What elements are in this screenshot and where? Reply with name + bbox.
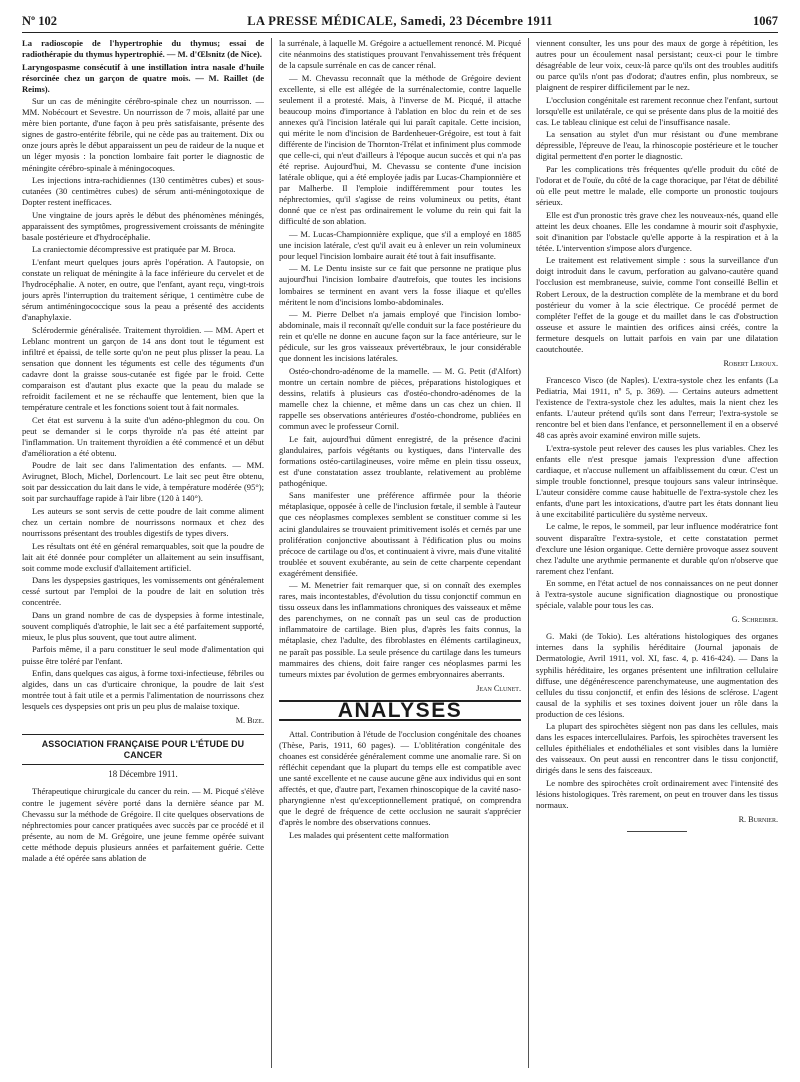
paragraph: La plupart des spirochètes siègent non pas dans les cellules, mais dans les espaces intercellulaires. Parfois, les spirochètes traversent les cellules épithéliales et endothéliales et sont visibles dans la lumière des vaisseaux. On peut aussi en rencontrer dans le tissu conjonctif, dirigés dans le sens des faisceaux. xyxy=(536,721,778,776)
paragraph: Le fait, aujourd'hui dûment enregistré, de la présence d'acini glandulaires, parfois végétants ou kystiques, dans l'intervalle des formations ostéo-cartilagineuses, voire même en plein tissu osseux, est d'une constatation assez troublante, relativement au problème pathogénique. xyxy=(279,433,521,488)
paragraph: Francesco Visco (de Naples). L'extra-systole chez les enfants (La Pediatria, Mai 1911, nº 5, p. 369). — Certains auteurs admettent l'existence de l'extra-systole chez les adultes, mais la nient chez les enfants. L'auteur prétend qu'ils sont dans l'erreur; l'extra-systole se rencontre bel et bien dans l'enfance, et personnellement il en a observé 48 cas après avoir examiné environ mille sujets. xyxy=(536,374,778,441)
paragraph: Par les complications très fréquentes qu'elle produit du côté de l'odorat et de l'ouïe, du côté de la cage thoracique, par l'état de débilité où elle peut mettre le malade, elle comporte un pronostic toujours sérieux. xyxy=(536,164,778,208)
paragraph: En somme, en l'état actuel de nos connaissances on ne peut donner à l'extra-systole aucune signification diagnostique ou pronostique spéciale, valable pour tous les cas. xyxy=(536,578,778,611)
paragraph: Les résultats ont été en général remarquables, soit que la poudre de lait ait été donnée pour compléter un allaitement au sein insuffisant, soit comme mode exclusif d'allaitement artificiel. xyxy=(22,540,264,573)
paragraph: Enfin, dans quelques cas aigus, à forme toxi-infectieuse, fébriles ou algides, dans un cas d'urticaire chronique, la poudre de lait s'est montrée tout à fait utile et a permis l'alimentation de nourrissons chez lesquels ces dyspepsies ont pris un peu plus de malaise toxique. xyxy=(22,668,264,712)
paragraph: Thérapeutique chirurgicale du cancer du rein. — M. Picqué s'élève contre le jugement sévère porté dans la dernière séance par M. Chevassu sur la méthode de Grégoire. Il cite quelques observations de néphrectomies pour cancer pratiquées avec succès par ce procédé et il présente, au nom de M. Grégoire, une jeune femme opérée suivant cette méthode depuis plusieurs années et parfaitement guérie. Cette malade a été opérée sans ablation de xyxy=(22,786,264,863)
signature: R. Burnier. xyxy=(738,815,778,825)
paragraph: — M. Pierre Delbet n'a jamais employé que l'incision lombo-abdominale, mais il reconnaît qu'elle conduit sur la face postérieure du rein et qu'elle ne donne en aucune façon sur la face antérieure, sur le pédicule, sur les gros vaisseaux prévertébraux, le jour considérable que donnent les incisions latérales. xyxy=(279,309,521,364)
paragraph: G. Maki (de Tokio). Les altérations histologiques des organes internes dans la syphilis héréditaire (Journal japonais de Dermatologie, Avril 1911, vol. XI, fasc. 4, p. 416-424). — Dans la syphilis héréditaire, les organes présentent une infiltration cellulaire diffuse, une dégénérescence parenchymateuse, une augmentation des cellules du tissu conjonctif, et enfin des lésions de sclérose. L'agent causal de la syphilis et ses toxines doivent jouer un rôle dans la production de ces lésions. xyxy=(536,631,778,719)
paragraph: la surrénale, à laquelle M. Grégoire a actuellement renoncé. M. Picqué cite néanmoins des statistiques prouvant l'envahissement très fréquent de la capsule surrénale en cas de cancer rénal. xyxy=(279,38,521,71)
analyses-heading: ANALYSES xyxy=(279,700,521,721)
session-date: 18 Décembre 1911. xyxy=(108,769,178,780)
paragraph: Les malades qui présentent cette malformation xyxy=(289,829,449,840)
column-rule xyxy=(271,38,272,1068)
paragraph: Les auteurs se sont servis de cette poudre de lait comme aliment chez un certain nombre de nourrissons normaux et chez des nourrissons présentant des troubles digestifs de types divers. xyxy=(22,505,264,539)
paragraph: Dans un grand nombre de cas de dyspepsies à forme intestinale, souvent compliqués d'atrophie, le lait sec a été parfaitement supporté, mieux, le plus plus souvent, que tout autre aliment. xyxy=(22,609,264,642)
paragraph: — M. Chevassu reconnaît que la méthode de Grégoire devient excellente, si elle est allégée de la surrénalectomie, contre laquelle seulement il a protesté. Mais, à l'inverse de M. Picqué, il attache beaucoup moins d'importance à l'ablation en bloc du rein et de ses annexes qu'à l'incision latérale qui lui paraît capitale. Cette incision, qui mérite le nom d'incision de Bardenheuer-Grégoire, est tout à fait différente de l'incision de Thornton-Trélat et infiniment plus commode que celle-ci, qui n'eut d'ailleurs à l'époque aucun succès et qui n'a pas été reprise. Aujourd'hui, M. Chevassu se contente d'une incision latérale oblique, qui a été employée jadis par Lucas-Championnière et par Malherbe. Il l'emploie indifféremment pour toutes les néphrectomies, qu'il s'agisse de reins volumineux ou petits, étant donné que ce n'est pas ordinairement le volume du rein qui fait la difficulté de son ablation. xyxy=(279,72,521,227)
issue-number: Nº 102 xyxy=(22,14,58,28)
signature: M. Bize. xyxy=(235,716,264,726)
paragraph: Cet état est survenu à la suite d'un adéno-phlegmon du cou. On peut se demander si le corps thyroïde n'a pas été atteint par l'inflammation. Un traitement thyroïdien a été commencé et un début d'amélioration a été obtenu. xyxy=(22,414,264,458)
paragraph: Ostéo-chondro-adénome de la mamelle. — M. G. Petit (d'Alfort) montre un certain nombre de pièces, préparations histologiques et dessins, relatifs à plusieurs cas d'ostéo-chondro-adénomes de la mamelle chez la chienne, et même dans un cas chez un chien. Il rappelle ses observations antérieures d'ostéo-chondrome, publiées en commun avec le professeur Cornil. xyxy=(279,365,521,432)
paragraph: — M. Le Dentu insiste sur ce fait que personne ne pratique plus aujourd'hui l'incision lombaire d'autrefois, que toutes les incisions lombaires se terminent en avant vers la fosse iliaque et qu'elles méritent le nom d'incisions lombo-abdominales. xyxy=(279,263,521,307)
paragraph: Sans manifester une préférence affirmée pour la théorie métaplasique, opposée à celle de l'inclusion fœtale, il semble à l'auteur que ces néoplasmes complexes semblent se constituer comme si les acini glandulaires se trouvaient primitivement isolés et cernés par une prolifération conjonctive aboutissant à l'édification plus ou moins précoce de cartilage ou d'os, et continuaient à vivre, mais d'une vitalité troublée et souvent exubérante, au sein de cette charpente cependant exagérément densifiée. xyxy=(279,490,521,578)
paragraph: — M. Lucas-Championnière explique, que s'il a employé en 1885 une incision latérale, c'est qu'il avait eu à enlever un rein volumineux pour lequel l'incision lombaire aurait été tout à fait insuffisante. xyxy=(279,228,521,261)
paragraph: Parfois même, il a paru constituer le seul mode d'alimentation qui puisse être toléré par l'enfant. xyxy=(22,644,264,666)
paragraph: Le calme, le repos, le sommeil, par leur influence modératrice font souvent disparaître l'extra-systole, et cette constatation permet d'exclure une lésion organique. Cette dernière provoque assez souvent chez l'adulte une arythmie permanente et durable qu'on n'observe que rarement chez l'enfant. xyxy=(536,521,778,576)
paragraph: — M. Menetrier fait remarquer que, si on connaît des exemples rares, mais incontestables, d'évolution du tissu conjonctif commun en tissu osseux dans les inflammations chroniques des vaisseaux et même des parenchymes, on ne connaît pas un seul cas de production inflammatoire de cartilage. Bien plus, d'après les faits connus, la métaplasie, chez l'adulte, des fibroblastes en éléments cartilagineux, ne paraît pas possible. La seule présence du cartilage dans les tumeurs mammaires des chiens, doit faire ranger ces néoplasmes parmi les tumeurs mixtes par évolution de germes embryonnaires aberrants. xyxy=(279,580,521,679)
paragraph: Le traitement est relativement simple : sous la surveillance d'un doigt introduit dans le cavum, perforation au galvano-cautère quand l'occlusion est membraneuse, suivie, comme l'ont conseillé Bellin et Robert Leroux, de la destruction complète de la membrane et du bord postérieur du vomer à la scie électrique. Ce procédé permet de compléter l'effet de la gouge et du maillet dans le cas d'obstruction osseuse et assure le maintien des orifices ainsi créés, contre la fermeture desquels on luttait parfois en vain par une dilatation caoutchoutée. xyxy=(536,255,778,354)
paragraph: Dans les dyspepsies gastriques, les vomissements ont généralement cessé surtout par l'emploi de la poudre de lait en solution très concentrée. xyxy=(22,575,264,608)
paragraph: Une vingtaine de jours après le début des phénomènes méningés, apparaissent des symptômes, progressivement croissants de méningite basale postérieure et d'hydrocéphalie. xyxy=(22,209,264,242)
page-number: 1067 xyxy=(753,14,778,28)
journal-title: LA PRESSE MÉDICALE, Samedi, 23 Décembre 1911 xyxy=(247,14,553,28)
paragraph: L'occlusion congénitale est rarement reconnue chez l'enfant, surtout lorsqu'elle est unilatérale, ce qui se présente dans plus de la moitié des cas. Le tableau clinique est celui de l'insuffisance nasale. xyxy=(536,94,778,127)
column-2 xyxy=(279,38,521,1074)
paragraph: Poudre de lait sec dans l'alimentation des enfants. — MM. Avirugnet, Bloch, Michel, Dorlencourt. Le lait sec peut être obtenu, soit par dessiccation du lait dans le vide, à température modérée (95°); soit par surchauffage rapide à l'air libre (120 à 140°). xyxy=(22,460,264,504)
paragraph: La sensation au stylet d'un mur résistant ou d'une membrane dépressible, l'épreuve de l'eau, la rhinoscopie postérieure et le toucher digital permettent d'en porter le diagnostic. xyxy=(536,129,778,162)
paragraph: La radioscopie de l'hypertrophie du thymus; essai de radiothérapie du thymus hypertrophié. — M. d'Œlsnitz (de Nice). xyxy=(22,38,264,60)
paragraph: L'enfant meurt quelques jours après l'opération. A l'autopsie, on constate un reliquat de méningite à la face inférieure du cervelet et de l'hydrocéphalie. A noter, en outre, que l'enfant, ayant reçu, vingt-trois jours après l'interruption du traitement sérique, 1 centimètre cube de sérum antiméningococcique sous la peau a présenté des accidents d'anaphylaxie. xyxy=(22,256,264,323)
signature: Robert Leroux. xyxy=(723,358,778,368)
paragraph: Sclérodermie généralisée. Traitement thyroïdien. — MM. Apert et Leblanc montrent un garçon de 14 ans dont tout le tégument est infiltré et épaissi, de telle sorte qu'on ne peut plus plisser la peau. La sensation que donnent les téguments est celle des téguments d'un cadavre dont la graisse sous-cutanée est figée par le froid. Cette comparaison est d'autant plus exacte que la peau du malade se refroidit facilement et ne se réchauffe que lentement, bien que la température centrale et les fonctions soient tout à fait normales. xyxy=(22,324,264,412)
paragraph: Attal. Contribution à l'étude de l'occlusion congénitale des choanes (Thèse, Paris, 1911, 60 pages). — L'oblitération congénitale des choanes est considérée généralement comme une anomalie rare. Si on réfléchit cependant que la plupart du temps elle est compatible avec une santé excellente et ne cause aucune gêne aux individus qui en sont affectés, et que, d'autre part, l'examen rhinoscopique de la cavité naso-pharyngienne n'est qu'exceptionnellement pratiqué, on comprendra que le degré de fréquence de cette occlusion ne saurait s'apprécier d'après le nombre des observations connues. xyxy=(279,728,521,828)
paragraph: Laryngospasme consécutif à une instillation intra nasale d'huile résorcinée chez un garçon de quatre mois. — M. Raillet (de Reims). xyxy=(22,61,264,94)
page-header xyxy=(22,8,778,33)
paragraph: Elle est d'un pronostic très grave chez les nouveaux-nés, quand elle atteint les deux choanes. Elle les condamne à mourir soit d'asphyxie, soit d'inanition par l'obstacle qu'elle apporte à la respiration et à la tétée. L'intervention s'impose alors d'urgence. xyxy=(536,209,778,253)
signature: Jean Clunet. xyxy=(476,683,521,693)
end-rule xyxy=(627,831,687,832)
paragraph: Le nombre des spirochètes croît ordinairement avec l'intensité des lésions histologiques. Très rarement, on peut en trouver dans les tissus normaux. xyxy=(536,778,778,811)
column-rule xyxy=(528,38,529,1068)
paragraph: L'extra-systole peut relever des causes les plus variables. Chez les enfants elle n'est presque jamais l'expression d'une affection cardiaque, et n'accuse nullement un affaiblissement du cœur. C'est un simple trouble fonctionnel, presque toujours sans valeur intrinsèque. L'auteur considère comme cause habituelle de l'extra-systole chez les enfants, d'une part les intoxications, d'autre part les états donnant lieu à une excitabilité particulière du système nerveux. xyxy=(536,442,778,519)
column-1 xyxy=(22,38,264,1074)
paragraph: Sur un cas de méningite cérébro-spinale chez un nourrisson. — MM. Nobécourt et Sevestre. Un nourrisson de 7 mois, allaité par une mère bien portante, d'une façon à peu près satisfaisante, présente des signes de gastro-entérite fébrile, qui ne cède pas au traitement. Dix ou onze jours après le début apparaissent un peu de raideur de la nuque et un léger myosis : la ponction lombaire fait porter le diagnostic de méningite cérébro-spinale à méningocoques. xyxy=(22,96,264,173)
paragraph: La craniectomie décompressive est pratiquée par M. Broca. xyxy=(32,244,236,255)
paragraph: Les injections intra-rachidiennes (130 centimètres cubes) et sous-cutanées (30 centimètres cubes) de sérum anti-méningotoxique de Dopter restent inefficaces. xyxy=(22,175,264,208)
column-3 xyxy=(536,38,778,1074)
paragraph: viennent consulter, les uns pour des maux de gorge à répétition, les autres pour un écoulement nasal persistant; ceux-ci pour le timbre désagréable de leur voix, ceux-là parce qu'ils ont des troubles auditifs ou parce qu'ils n'ont pas d'odorat; d'autres enfin, plus nombreux, se plaignent de respirer difficilement par le nez. xyxy=(536,38,778,93)
signature: G. Schreiber. xyxy=(731,615,778,625)
section-heading: ASSOCIATION FRANÇAISE POUR L'ÉTUDE DU CANCER xyxy=(22,734,264,765)
